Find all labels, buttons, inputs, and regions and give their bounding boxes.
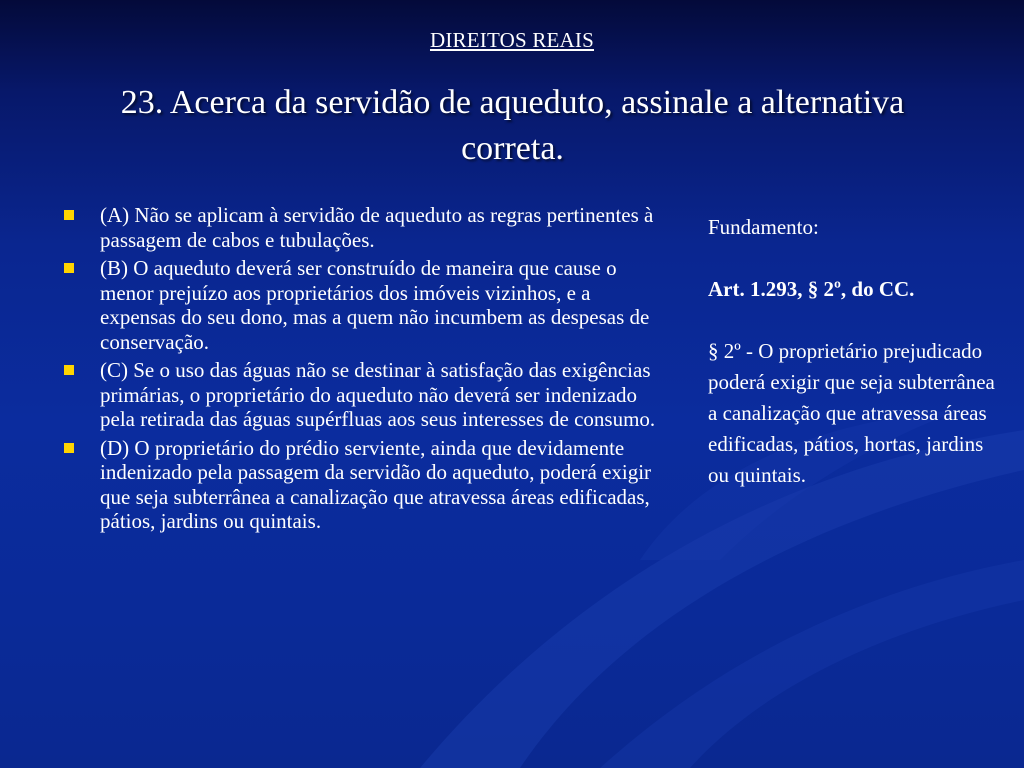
slide-title: 23. Acerca da servidão de aqueduto, assinale a alternativa correta.	[120, 84, 905, 167]
option-c-text: (C) Se o uso das águas não se destinar à satisfação das exigências primárias, o proprietário do aqueduto não deverá ser indenizado pela retirada das águas supérfluas aos seus interesses de consumo.	[100, 358, 656, 431]
fundamento-text: § 2º - O proprietário prejudicado poderá exigir que seja subterrânea a canalização que atravessa áreas edificadas, pátios, hortas, jardins ou quintais.	[708, 339, 995, 487]
square-bullet-icon	[64, 210, 74, 220]
option-c	[62, 358, 662, 432]
slide-header: DIREITOS REAIS	[429, 28, 594, 52]
square-bullet-icon	[64, 443, 74, 453]
square-bullet-icon	[64, 365, 74, 375]
fundamento-article: Art. 1.293, § 2º, do CC.	[708, 277, 915, 301]
option-d	[62, 436, 662, 534]
option-d-text: (D) O proprietário do prédio serviente, ainda que devidamente indenizado pela passagem da servidão do aqueduto, poderá exigir que seja subterrânea a canalização que atravessa áreas edificadas, pátios, jardins ou quintais.	[100, 435, 652, 533]
fundamento-label: Fundamento:	[708, 215, 819, 239]
option-b	[62, 256, 662, 354]
answer-options-list	[62, 203, 662, 538]
fundamento-panel	[708, 212, 998, 491]
option-a	[62, 203, 662, 252]
option-b-text: (B) O aqueduto deverá ser construído de maneira que cause o menor prejuízo aos proprietários dos imóveis vizinhos, e a expensas do seu dono, mas a quem não incumbem as despesas de conservação.	[100, 256, 650, 354]
option-a-text: (A) Não se aplicam à servidão de aqueduto as regras pertinentes à passagem de cabos e tubulações.	[100, 203, 654, 252]
square-bullet-icon	[64, 263, 74, 273]
